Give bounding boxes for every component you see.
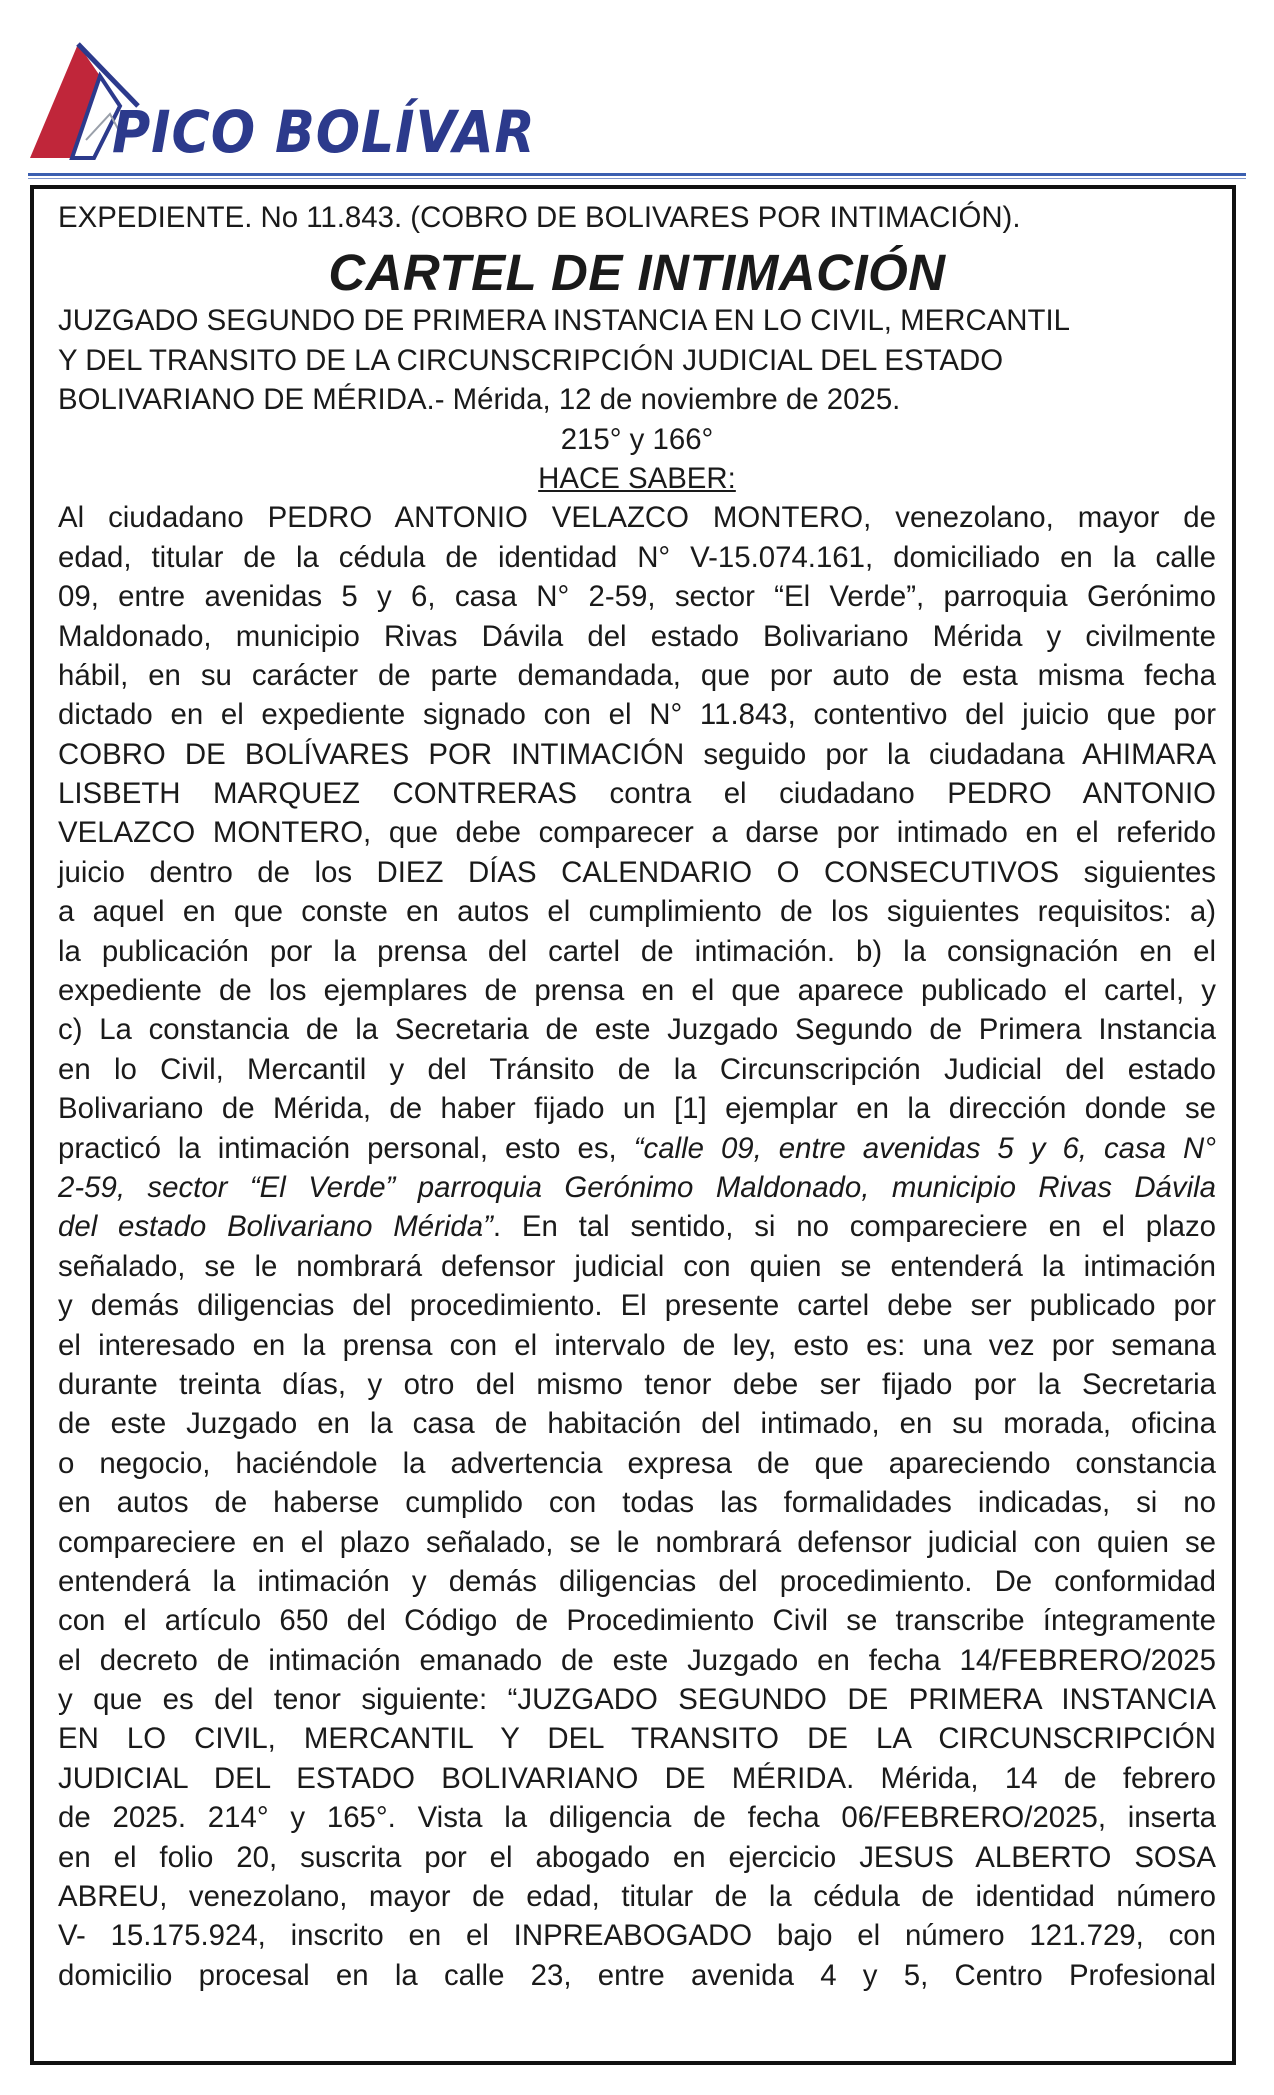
body-line: c) La constancia de la Secretaria de este Juzgado Segundo de Primera Instancia (58, 1013, 1216, 1047)
hace-saber-text: HACE SABER: (538, 461, 736, 495)
body-line: del estado Bolivariano Mérida”. En tal sentido, si no compareciere en el plazo (58, 1210, 1216, 1244)
body-line: VELAZCO MONTERO, que debe comparecer a darse por intimado en el referido (58, 816, 1216, 850)
body-line: en el folio 20, suscrita por el abogado en ejercicio JESUS ALBERTO SOSA (58, 1840, 1216, 1874)
body-line: durante treinta días, y otro del mismo tenor debe ser fijado por la Secretaria (58, 1367, 1216, 1401)
body-line: Bolivariano de Mérida, de haber fijado un [1] ejemplar en la dirección donde se (58, 1092, 1216, 1126)
body-line: el decreto de intimación emanado de este Juzgado en fecha 14/FEBRERO/2025 (58, 1643, 1216, 1677)
logo-wordmark: PICO BOLÍVAR (112, 98, 536, 166)
body-line: COBRO DE BOLÍVARES POR INTIMACIÓN seguido por la ciudadana AHIMARA (58, 737, 1216, 771)
notice-body (58, 498, 1216, 1995)
body-line: en lo Civil, Mercantil y del Tránsito de la Circunscripción Judicial del estado (58, 1052, 1216, 1086)
body-line: JUDICIAL DEL ESTADO BOLIVARIANO DE MÉRIDA. Mérida, 14 de febrero (58, 1761, 1216, 1795)
body-line: señalado, se le nombrará defensor judicial con quien se entenderá la intimación (58, 1249, 1216, 1283)
case-number: EXPEDIENTE. No 11.843. (COBRO DE BOLIVARES POR INTIMACIÓN). (58, 201, 1021, 234)
body-line: 2-59, sector “El Verde” parroquia Gerónimo Maldonado, municipio Rivas Dávila (58, 1170, 1216, 1204)
court-line: JUZGADO SEGUNDO DE PRIMERA INSTANCIA EN LO CIVIL, MERCANTIL (58, 304, 1070, 338)
header-divider-thin (28, 178, 1246, 179)
court-line: BOLIVARIANO DE MÉRIDA.- Mérida, 12 de noviembre de 2025. (58, 383, 901, 417)
newspaper-logo (28, 36, 536, 166)
body-line: 09, entre avenidas 5 y 6, casa N° 2-59, sector “El Verde”, parroquia Gerónimo (58, 580, 1216, 614)
body-line: Al ciudadano PEDRO ANTONIO VELAZCO MONTERO, venezolano, mayor de (58, 501, 1216, 535)
body-line: la publicación por la prensa del cartel de intimación. b) la consignación en el (58, 934, 1216, 968)
body-line: y demás diligencias del procedimiento. El presente cartel debe ser publicado por (58, 1289, 1216, 1323)
body-line: en autos de haberse cumplido con todas las formalidades indicadas, si no (58, 1486, 1216, 1520)
body-line: el interesado en la prensa con el intervalo de ley, esto es: una vez por semana (58, 1328, 1216, 1362)
body-line: domicilio procesal en la calle 23, entre avenida 4 y 5, Centro Profesional (58, 1958, 1216, 1992)
body-line: de este Juzgado en la casa de habitación del intimado, en su morada, oficina (58, 1407, 1216, 1441)
body-line: dictado en el expediente signado con el N° 11.843, contentivo del juicio que por (58, 698, 1216, 732)
body-line: edad, titular de la cédula de identidad N° V-15.074.161, domiciliado en la calle (58, 540, 1216, 574)
court-line: Y DEL TRANSITO DE LA CIRCUNSCRIPCIÓN JUDICIAL DEL ESTADO (58, 343, 1004, 377)
body-line: hábil, en su carácter de parte demandada, que por auto de esta misma fecha (58, 658, 1216, 692)
body-line: ABREU, venezolano, mayor de edad, titular de la cédula de identidad número (58, 1880, 1216, 1914)
body-line: EN LO CIVIL, MERCANTIL Y DEL TRANSITO DE LA CIRCUNSCRIPCIÓN (58, 1722, 1216, 1756)
body-line: Maldonado, municipio Rivas Dávila del estado Bolivariano Mérida y civilmente (58, 619, 1216, 653)
body-line: practicó la intimación personal, esto es, “calle 09, entre avenidas 5 y 6, casa N° (58, 1131, 1216, 1165)
legal-notice (58, 198, 1216, 1995)
notice-title: CARTEL DE INTIMACIÓN (328, 244, 946, 302)
years-line: 215° y 166° (560, 422, 714, 456)
body-line: V- 15.175.924, inscrito en el INPREABOGADO bajo el número 121.729, con (58, 1919, 1216, 1953)
body-line: y que es del tenor siguiente: “JUZGADO SEGUNDO DE PRIMERA INSTANCIA (58, 1683, 1216, 1717)
body-line: con el artículo 650 del Código de Procedimiento Civil se transcribe íntegramente (58, 1604, 1216, 1638)
body-line: a aquel en que conste en autos el cumplimiento de los siguientes requisitos: a) (58, 895, 1216, 929)
body-line: entenderá la intimación y demás diligencias del procedimiento. De conformidad (58, 1564, 1216, 1598)
body-line: LISBETH MARQUEZ CONTRERAS contra el ciudadano PEDRO ANTONIO (58, 777, 1216, 811)
body-line: de 2025. 214° y 165°. Vista la diligencia de fecha 06/FEBRERO/2025, inserta (58, 1801, 1216, 1835)
header-divider (28, 173, 1246, 176)
body-line: compareciere en el plazo señalado, se le nombrará defensor judicial con quien se (58, 1525, 1216, 1559)
hace-saber-heading (58, 459, 1216, 498)
body-line: juicio dentro de los DIEZ DÍAS CALENDARIO O CONSECUTIVOS siguientes (58, 855, 1216, 889)
body-line: expediente de los ejemplares de prensa en el que aparece publicado el cartel, y (58, 974, 1216, 1008)
body-line: o negocio, haciéndole la advertencia expresa de que apareciendo constancia (58, 1446, 1216, 1480)
